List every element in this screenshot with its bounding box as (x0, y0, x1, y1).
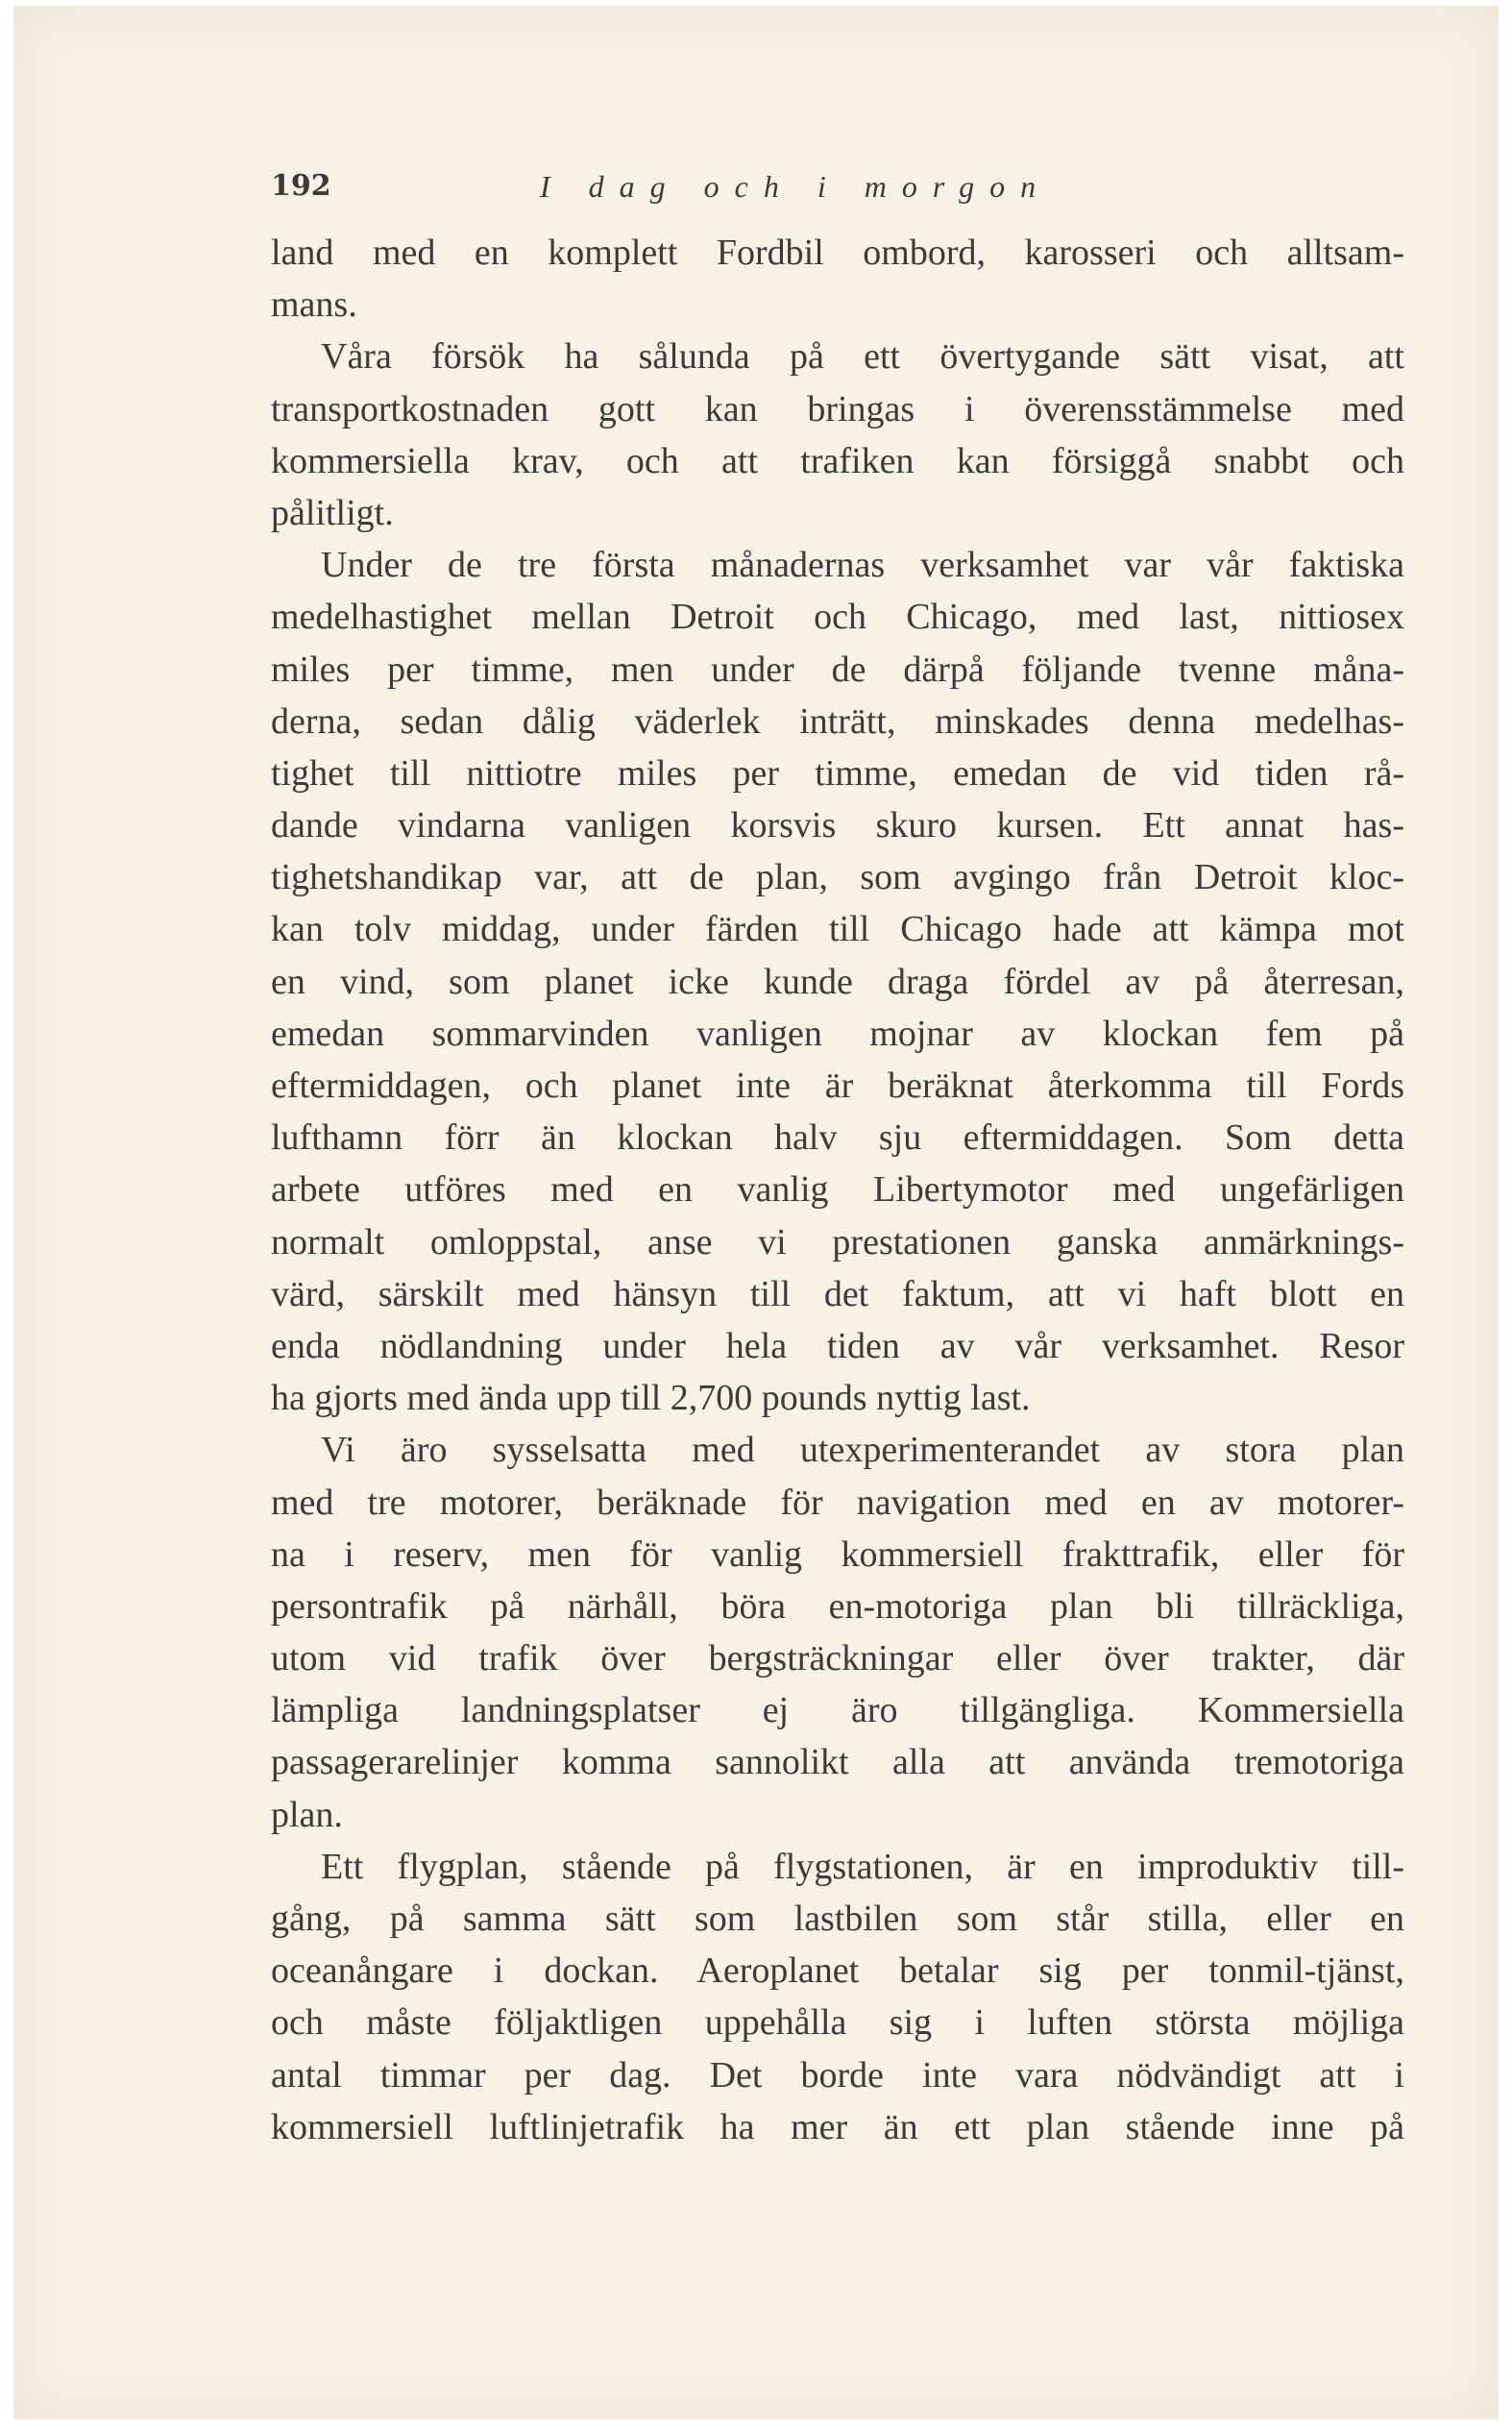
text-line: lufthamn förr än klockan halv sju eftermiddagen. Som detta (271, 1117, 1404, 1159)
running-title: I dag och i morgon (540, 169, 1052, 204)
text-line: antal timmar per dag. Det borde inte vara nödvändigt att i (271, 2054, 1404, 2096)
book-page (13, 6, 1499, 2419)
text-line: oceanångare i dockan. Aeroplanet betalar sig per tonmil-tjänst, (271, 1950, 1404, 1992)
text-line: ha gjorts med ända upp till 2,700 pounds nyttig last. (271, 1378, 1031, 1419)
text-line: persontrafik på närhåll, böra en-motoriga plan bli tillräckliga, (271, 1585, 1404, 1627)
text-line: mans. (271, 284, 357, 326)
body-text (271, 227, 1404, 2153)
text-line: lämpliga landningsplatser ej äro tillgängliga. Kommersiella (271, 1690, 1404, 1731)
text-line: emedan sommarvinden vanligen mojnar av klockan fem på (271, 1013, 1404, 1054)
text-line: na i reserv, men för vanlig kommersiell frakttrafik, eller för (271, 1533, 1404, 1575)
page-header (271, 167, 1404, 206)
text-line: Ett flygplan, stående på flygstationen, är en improduktiv till- (321, 1846, 1404, 1887)
text-line: en vind, som planet icke kunde draga fördel av på återresan, (271, 961, 1404, 1002)
text-line: pålitligt. (271, 492, 394, 533)
text-line: utom vid trafik över bergsträckningar eller över trakter, där (271, 1638, 1404, 1679)
text-line: Under de tre första månadernas verksamhet var vår faktiska (321, 545, 1404, 586)
text-line: land med en komplett Fordbil ombord, karosseri och alltsam- (271, 233, 1404, 273)
text-line: Våra försök ha sålunda på ett övertygande sätt visat, att (321, 336, 1404, 378)
text-line: derna, sedan dålig väderlek inträtt, minskades denna medelhas- (271, 700, 1404, 742)
text-line: transportkostnaden gott kan bringas i överensstämmelse med (271, 388, 1404, 429)
text-line: med tre motorer, beräknade för navigation med en av motorer- (271, 1482, 1404, 1523)
text-line: kommersiell luftlinjetrafik ha mer än ett plan stående inne på (271, 2106, 1404, 2147)
text-line: och måste följaktligen uppehålla sig i luften största möjliga (271, 2002, 1404, 2044)
text-line: normalt omloppstal, anse vi prestationen ganska anmärknings- (271, 1221, 1404, 1263)
text-line: dande vindarna vanligen korsvis skuro kursen. Ett annat has- (271, 805, 1404, 846)
text-line: arbete utföres med en vanlig Libertymotor med ungefärligen (271, 1169, 1404, 1211)
text-line: medelhastighet mellan Detroit och Chicago, med last, nittiosex (271, 597, 1404, 638)
text-line: gång, på samma sätt som lastbilen som står stilla, eller en (271, 1899, 1404, 1939)
text-line: plan. (271, 1794, 343, 1835)
text-line: kan tolv middag, under färden till Chicago hade att kämpa mot (271, 909, 1404, 950)
text-line: eftermiddagen, och planet inte är beräknat återkomma till Fords (271, 1066, 1404, 1106)
text-line: miles per timme, men under de därpå följande tvenne måna- (271, 649, 1404, 690)
text-line: kommersiella krav, och att trafiken kan försiggå snabbt och (271, 440, 1404, 481)
page-number: 192 (271, 169, 331, 203)
text-line: tighet till nittiotre miles per timme, emedan de vid tiden rå- (271, 752, 1404, 794)
text-line: värd, särskilt med hänsyn till det faktum, att vi haft blott en (271, 1273, 1404, 1314)
text-line: enda nödlandning under hela tiden av vår verksamhet. Resor (271, 1325, 1404, 1366)
text-line: Vi äro sysselsatta med utexperimenterandet av stora plan (321, 1430, 1404, 1471)
text-line: passagerarelinjer komma sannolikt alla att använda tremotoriga (271, 1742, 1404, 1783)
text-line: tighetshandikap var, att de plan, som avgingo från Detroit kloc- (271, 857, 1404, 898)
